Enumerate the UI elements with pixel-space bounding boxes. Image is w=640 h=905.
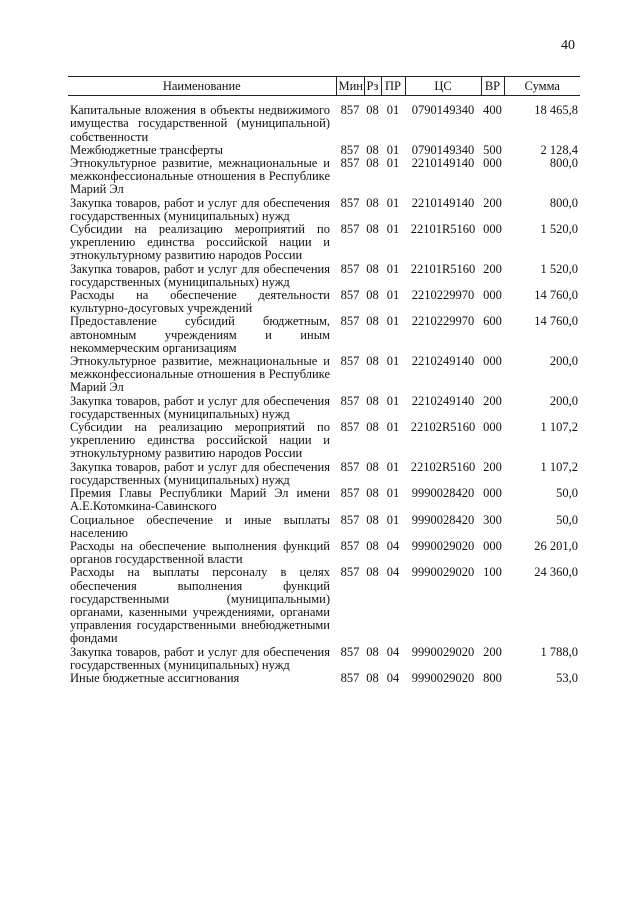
cell-vr: 000: [483, 420, 502, 435]
table-row: [68, 540, 580, 566]
cell-min: 857: [340, 314, 360, 329]
cell-sum: 1 107,2: [540, 420, 578, 435]
cell-cs: 22102R5160: [410, 459, 476, 474]
cell-min: 857: [340, 142, 360, 157]
cell-sum: 53,0: [556, 670, 578, 685]
cell-name: Капитальные вложения в объекты недвижимого имущества государственной (муниципальной) собственности: [70, 103, 330, 144]
cell-name: Расходы на выплаты персоналу в целях обеспечения выполнения функций государственными (муниципальными) органами, казенными учреждениями, органами управления государственными внебюджетными фондами: [70, 565, 330, 646]
cell-pr: 01: [386, 222, 400, 237]
cell-cs: 0790149340: [411, 103, 475, 118]
cell-name: Закупка товаров, работ и услуг для обеспечения государственных (муниципальных) нужд: [70, 393, 330, 421]
cell-pr: 01: [386, 512, 400, 527]
cell-cs: 9990028420: [411, 486, 475, 501]
table-row: [68, 157, 580, 197]
cell-name: Предоставление субсидий бюджетным, автономным учреждениям и иным некоммерческим организациям: [70, 314, 330, 355]
cell-vr: 200: [483, 393, 502, 408]
cell-cs: 22101R5160: [410, 261, 476, 276]
cell-vr: 200: [483, 644, 502, 659]
cell-name: Социальное обеспечение и иные выплаты населению: [70, 512, 330, 540]
table-row: [68, 197, 580, 223]
cell-sum: 50,0: [556, 512, 578, 527]
cell-cs: 22101R5160: [410, 222, 476, 237]
cell-sum: 26 201,0: [534, 538, 578, 553]
cell-min: 857: [340, 103, 360, 118]
cell-min: 857: [340, 354, 360, 369]
table-row: [68, 263, 580, 289]
header-sum: Сумма: [504, 77, 580, 96]
cell-pr: 01: [386, 261, 400, 276]
cell-vr: 000: [483, 222, 502, 237]
cell-rz: 08: [366, 420, 379, 435]
table-header-row: [68, 77, 580, 96]
cell-vr: 000: [483, 354, 502, 369]
cell-cs: 9990029020: [411, 565, 475, 580]
cell-vr: 000: [483, 288, 502, 303]
cell-sum: 2 128,4: [540, 142, 578, 157]
cell-pr: 01: [386, 314, 400, 329]
table-row: [68, 289, 580, 315]
cell-min: 857: [340, 459, 360, 474]
cell-name: Закупка товаров, работ и услуг для обеспечения государственных (муниципальных) нужд: [70, 195, 330, 223]
header-cs: ЦС: [405, 77, 481, 96]
cell-min: 857: [340, 156, 360, 171]
cell-cs: 2210249140: [411, 393, 475, 408]
cell-rz: 08: [366, 103, 379, 118]
page-number: 40: [561, 38, 575, 53]
cell-cs: 2210149140: [411, 195, 475, 210]
cell-pr: 04: [386, 538, 400, 553]
cell-name: Этнокультурное развитие, межнациональные и межконфессиональные отношения в Республике Марий Эл: [70, 354, 330, 395]
cell-cs: 2210229970: [411, 314, 475, 329]
table-row: [68, 646, 580, 672]
table-row: [68, 514, 580, 540]
cell-vr: 000: [483, 156, 502, 171]
cell-rz: 08: [366, 512, 379, 527]
cell-name: Закупка товаров, работ и услуг для обеспечения государственных (муниципальных) нужд: [70, 459, 330, 487]
cell-min: 857: [340, 512, 360, 527]
cell-rz: 08: [366, 156, 379, 171]
cell-name: Премия Главы Республики Марий Эл имени А.Е.Котомкина-Савинского: [70, 486, 330, 514]
cell-sum: 1 520,0: [540, 222, 578, 237]
cell-sum: 24 360,0: [534, 565, 578, 580]
cell-min: 857: [340, 644, 360, 659]
cell-min: 857: [340, 538, 360, 553]
cell-sum: 1 520,0: [540, 261, 578, 276]
header-name: Наименование: [68, 77, 336, 96]
cell-vr: 100: [483, 565, 502, 580]
cell-name: Межбюджетные трансферты: [70, 142, 224, 157]
header-rz: Рз: [364, 77, 381, 96]
table-row: [68, 223, 580, 263]
cell-cs: 0790149340: [411, 142, 475, 157]
cell-pr: 01: [386, 420, 400, 435]
cell-sum: 200,0: [549, 354, 578, 369]
table-row: [68, 566, 580, 645]
cell-vr: 800: [483, 670, 502, 685]
cell-pr: 04: [386, 670, 400, 685]
cell-rz: 08: [366, 354, 379, 369]
cell-vr: 300: [483, 512, 502, 527]
cell-min: 857: [340, 670, 360, 685]
cell-sum: 18 465,8: [534, 103, 578, 118]
cell-vr: 200: [483, 261, 502, 276]
cell-name: Закупка товаров, работ и услуг для обеспечения государственных (муниципальных) нужд: [70, 644, 330, 672]
cell-name: Закупка товаров, работ и услуг для обеспечения государственных (муниципальных) нужд: [70, 261, 330, 289]
cell-name: Этнокультурное развитие, межнациональные и межконфессиональные отношения в Республике Марий Эл: [70, 156, 330, 197]
table-row: [68, 96, 580, 144]
cell-min: 857: [340, 393, 360, 408]
cell-vr: 200: [483, 459, 502, 474]
cell-cs: 22102R5160: [410, 420, 476, 435]
table-row: [68, 355, 580, 395]
cell-name: Субсидии на реализацию мероприятий по укреплению единства российской нации и этнокультурному развитию народов России: [70, 222, 330, 263]
cell-name: Субсидии на реализацию мероприятий по укреплению единства российской нации и этнокультурному развитию народов России: [70, 420, 330, 461]
header-pr: ПР: [381, 77, 405, 96]
cell-pr: 04: [386, 644, 400, 659]
cell-vr: 000: [483, 486, 502, 501]
cell-rz: 08: [366, 222, 379, 237]
cell-cs: 9990029020: [411, 670, 475, 685]
cell-rz: 08: [366, 195, 379, 210]
cell-rz: 08: [366, 459, 379, 474]
table-row: [68, 421, 580, 461]
cell-rz: 08: [366, 314, 379, 329]
cell-vr: 600: [483, 314, 502, 329]
cell-min: 857: [340, 195, 360, 210]
cell-pr: 01: [386, 288, 400, 303]
cell-rz: 08: [366, 644, 379, 659]
cell-min: 857: [340, 420, 360, 435]
cell-pr: 01: [386, 195, 400, 210]
table-row: [68, 461, 580, 487]
cell-min: 857: [340, 222, 360, 237]
cell-cs: 9990029020: [411, 538, 475, 553]
cell-rz: 08: [366, 142, 379, 157]
cell-min: 857: [340, 288, 360, 303]
cell-pr: 01: [386, 459, 400, 474]
cell-cs: 9990029020: [411, 644, 475, 659]
cell-rz: 08: [366, 393, 379, 408]
cell-rz: 08: [366, 261, 379, 276]
cell-name: Иные бюджетные ассигнования: [70, 670, 240, 685]
table-row: [68, 672, 580, 685]
cell-rz: 08: [366, 538, 379, 553]
cell-rz: 08: [366, 565, 379, 580]
cell-sum: 14 760,0: [534, 314, 578, 329]
cell-pr: 01: [386, 156, 400, 171]
cell-pr: 04: [386, 565, 400, 580]
cell-cs: 9990028420: [411, 512, 475, 527]
cell-vr: 500: [483, 142, 502, 157]
cell-rz: 08: [366, 288, 379, 303]
header-vr: ВР: [481, 77, 504, 96]
cell-min: 857: [340, 261, 360, 276]
header-min: Мин: [336, 77, 364, 96]
cell-sum: 1 788,0: [540, 644, 578, 659]
cell-vr: 400: [483, 103, 502, 118]
cell-pr: 01: [386, 486, 400, 501]
table-row: [68, 315, 580, 355]
cell-pr: 01: [386, 103, 400, 118]
cell-vr: 200: [483, 195, 502, 210]
cell-cs: 2210249140: [411, 354, 475, 369]
cell-pr: 01: [386, 142, 400, 157]
cell-rz: 08: [366, 670, 379, 685]
cell-sum: 800,0: [549, 156, 578, 171]
cell-min: 857: [340, 486, 360, 501]
table-row: [68, 395, 580, 421]
cell-rz: 08: [366, 486, 379, 501]
cell-sum: 200,0: [549, 393, 578, 408]
cell-pr: 01: [386, 393, 400, 408]
budget-table: [68, 76, 580, 685]
cell-min: 857: [340, 565, 360, 580]
cell-sum: 50,0: [556, 486, 578, 501]
cell-cs: 2210149140: [411, 156, 475, 171]
cell-cs: 2210229970: [411, 288, 475, 303]
cell-sum: 800,0: [549, 195, 578, 210]
table-row: [68, 487, 580, 513]
cell-name: Расходы на обеспечение деятельности культурно-досуговых учреждений: [70, 288, 330, 316]
cell-vr: 000: [483, 538, 502, 553]
table-body: [68, 96, 580, 685]
cell-sum: 14 760,0: [534, 288, 578, 303]
cell-name: Расходы на обеспечение выполнения функций органов государственной власти: [70, 538, 330, 567]
cell-sum: 1 107,2: [540, 459, 578, 474]
cell-pr: 01: [386, 354, 400, 369]
